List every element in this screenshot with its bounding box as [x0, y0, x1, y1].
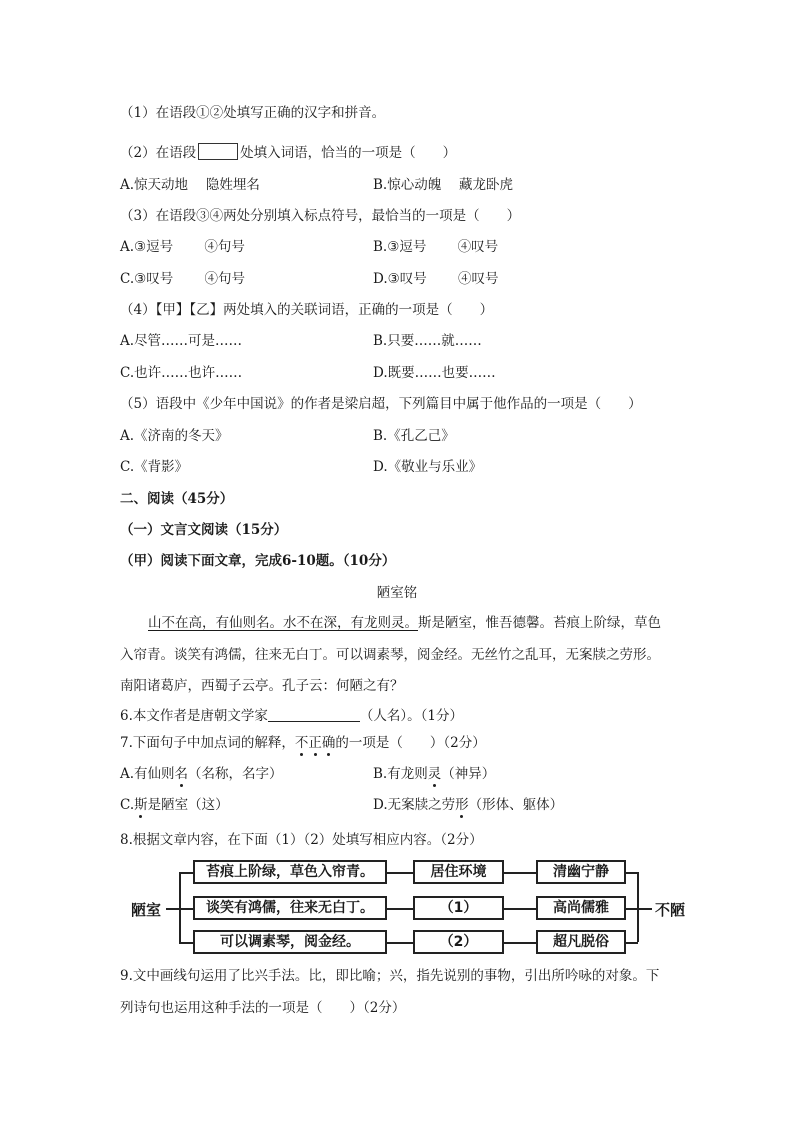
answer-blank — [268, 707, 360, 722]
q2-prefix: （2）在语段 — [120, 145, 197, 161]
q3: （3）在语段③④两处分别填入标点符号，最恰当的一项是（ ） — [120, 208, 521, 224]
option-text: （名称，名字） — [188, 766, 283, 782]
passage-title: 陋室铭 — [376, 585, 418, 601]
row-connector — [504, 908, 536, 910]
q2-option-b: B.惊心动魄 藏龙卧虎 — [373, 177, 514, 193]
diagram-right-label: 不陋 — [655, 901, 686, 919]
bracket-tick — [626, 872, 638, 874]
q2 — [120, 143, 456, 162]
q9-line-1: 9.文中画线句运用了比兴手法。比，即比喻；兴，指先说别的事物，引出所吟咏的对象。下 — [120, 968, 660, 984]
bracket-tick — [626, 942, 638, 944]
underlined-sentence: 山不在高，有仙则名。水不在深，有龙则灵。 — [148, 615, 418, 631]
diagram-answer-box: （1） — [413, 896, 504, 920]
diagram-aspect-box: 居住环境 — [413, 860, 504, 884]
q7-option-b — [373, 765, 495, 783]
q7 — [120, 734, 486, 752]
q1: （1）在语段①②处填写正确的汉字和拼音。 — [120, 105, 386, 121]
bracket-tick — [626, 908, 638, 910]
option-text: A.有仙则 — [120, 766, 175, 782]
diagram-quality-box: 高尚儒雅 — [536, 896, 626, 920]
left-bracket — [179, 872, 181, 942]
dotted-char: 名 — [174, 766, 189, 782]
option-text: D.无案牍之劳 — [373, 797, 456, 813]
q5-option-b: B.《孔乙己》 — [373, 428, 455, 444]
right-bracket — [637, 872, 639, 942]
option-text: （形体、躯体） — [468, 797, 564, 813]
section-heading: 二、阅读（45分） — [120, 491, 234, 507]
diagram-left-label: 陋室 — [131, 901, 162, 919]
q7-option-a — [120, 765, 283, 783]
q7-option-c — [120, 796, 229, 814]
diagram-quality-box: 超凡脱俗 — [536, 930, 626, 954]
row-connector — [504, 872, 536, 874]
option-text: B.有龙则 — [373, 766, 428, 782]
q2-option-a: A.惊天动地 隐姓埋名 — [120, 177, 260, 193]
passage-instruction: （甲）阅读下面文章，完成6-10题。（10分） — [120, 553, 396, 569]
q8: 8.根据文章内容，在下面（1）（2）处填写相应内容。（2分） — [120, 832, 483, 848]
q9-line-2: 列诗句也运用这种手法的一项是（ ）（2分） — [120, 1000, 406, 1016]
row-connector — [387, 908, 413, 910]
q2-suffix: 处填入词语，恰当的一项是（ ） — [240, 145, 457, 161]
q4-option-d: D.既要……也要…… — [373, 365, 496, 381]
q3-option-b: B.③逗号 ④叹号 — [373, 239, 499, 255]
q3-option-d: D.③叹号 ④叹号 — [373, 271, 499, 287]
left-connector — [166, 908, 180, 910]
blank-box — [198, 143, 238, 160]
row-connector — [387, 872, 413, 874]
dotted-char: 正 — [308, 735, 322, 751]
dotted-char: 斯 — [134, 797, 148, 813]
option-text: C. — [120, 797, 135, 813]
diagram-quote-box: 可以调素琴，阅金经。 — [193, 930, 387, 954]
q4-option-c: C.也许……也许…… — [120, 365, 243, 381]
q6-suffix: （人名）。（1分） — [359, 708, 463, 724]
q4-option-a: A.尽管……可是…… — [120, 333, 243, 349]
q3-option-c: C.③叹号 ④句号 — [120, 271, 246, 287]
passage-line-2: 入帘青。谈笑有鸿儒，往来无白丁。可以调素琴，阅金经。无丝竹之乱耳，无案牍之劳形。 — [120, 647, 660, 663]
dotted-char: 不 — [294, 735, 309, 751]
q4: （4）【甲】【乙】两处填入的关联词语，正确的一项是（ ） — [120, 302, 494, 318]
dotted-char: 形 — [455, 797, 469, 813]
passage-text: 斯是陋室，惟吾德馨。苔痕上阶绿，草色 — [418, 615, 661, 631]
option-text: 是陋室（这） — [147, 797, 229, 813]
row-connector — [504, 942, 536, 944]
diagram-quality-box: 清幽宁静 — [536, 860, 626, 884]
dotted-char: 灵 — [427, 766, 442, 782]
q5-option-c: C.《背影》 — [120, 459, 189, 475]
q3-option-a: A.③逗号 ④句号 — [120, 239, 245, 255]
q7-option-d — [373, 796, 563, 814]
q7-suffix: 的一项是（ ）（2分） — [335, 735, 486, 751]
q6 — [120, 707, 463, 725]
right-connector — [638, 908, 652, 910]
passage-line-3: 南阳诸葛庐，西蜀子云亭。孔子云：何陋之有？ — [120, 678, 404, 694]
row-connector — [387, 942, 413, 944]
diagram-answer-box: （2） — [413, 930, 504, 954]
subsection-heading: （一）文言文阅读（15分） — [120, 522, 288, 538]
q5: （5）语段中《少年中国说》的作者是梁启超，下列篇目中属于他作品的一项是（ ） — [120, 396, 642, 412]
dotted-char: 确 — [321, 735, 336, 751]
q7-prefix: 7.下面句子中加点词的解释， — [120, 735, 295, 751]
passage-line-1 — [148, 614, 661, 632]
q5-option-d: D.《敬业与乐业》 — [373, 459, 483, 475]
diagram-quote-box: 谈笑有鸿儒，往来无白丁。 — [193, 896, 387, 920]
q4-option-b: B.只要……就…… — [373, 333, 482, 349]
bracket-tick — [179, 908, 193, 910]
q5-option-a: A.《济南的冬天》 — [120, 428, 229, 444]
bracket-tick — [179, 942, 193, 944]
diagram-quote-box: 苔痕上阶绿，草色入帘青。 — [193, 860, 387, 884]
bracket-tick — [179, 872, 193, 874]
q6-prefix: 6.本文作者是唐朝文学家 — [120, 708, 268, 724]
option-text: （神异） — [441, 766, 496, 782]
